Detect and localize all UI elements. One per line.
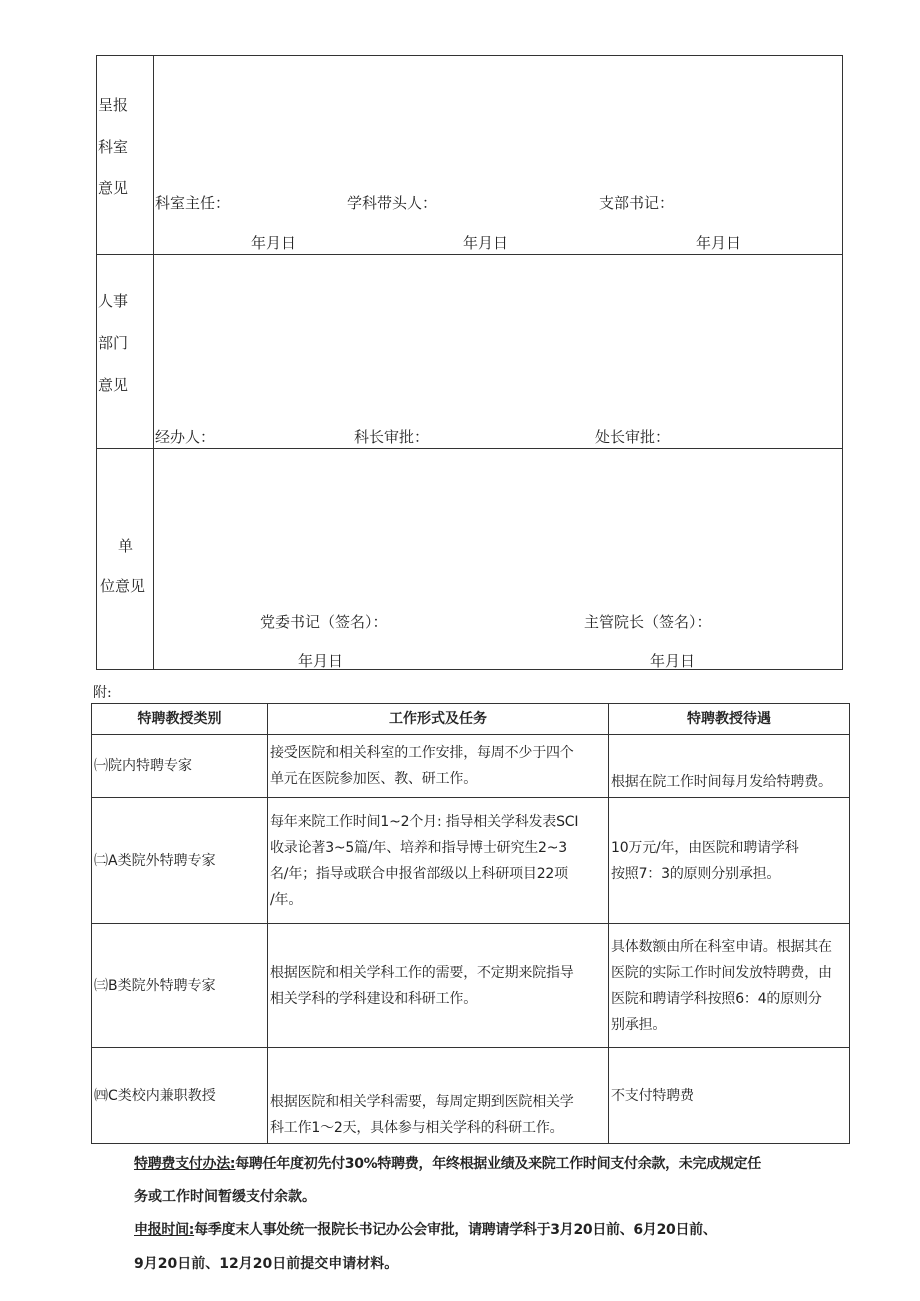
deadline-note-label: 申报时间: (134, 1222, 195, 1238)
party-secretary-signature-label: 党委书记（签名）： (260, 613, 388, 631)
cell-line: 别承担。 (611, 1016, 667, 1033)
category-cell: ㈠院内特聘专家 (92, 735, 268, 798)
discipline-leader-signature-label: 学科带头人： (347, 194, 438, 212)
category-cell: ㈢B类院外特聘专家 (92, 924, 268, 1048)
date-field: 年月日 (463, 234, 509, 252)
payment-note-text: 每聘任年度初先付30%特聘费，年终根据业绩及来院工作时间支付余款，未完成规定任 (235, 1156, 762, 1172)
section-chief-approval-label: 科长审批： (354, 428, 430, 446)
deadline-note (134, 1219, 717, 1239)
unit-opinion-label-line: 位意见 (100, 577, 146, 595)
column-header: 特聘教授类别 (92, 704, 268, 735)
cell-line: /年。 (270, 891, 303, 908)
tasks-cell (268, 735, 609, 798)
cell-line: 单元在医院参加医、教、研工作。 (270, 771, 477, 787)
appendix-title: 附: (93, 685, 112, 701)
appendix-table (91, 703, 850, 1144)
deadline-note-continued: 9月20日前、12月20日前提交申请材料。 (134, 1256, 399, 1272)
payment-note (134, 1153, 761, 1173)
hr-opinion-label-line: 人事 (98, 292, 129, 310)
dept-opinion-label-line: 呈报 (98, 96, 129, 114)
table-row (92, 798, 850, 924)
form-column-divider (153, 55, 154, 670)
dept-opinion-label-line: 意见 (98, 179, 129, 197)
cell-line: 按照7：3的原则分别承担。 (611, 865, 781, 882)
table-header-row (92, 704, 850, 735)
branch-secretary-signature-label: 支部书记： (599, 194, 675, 212)
payment-note-continued: 务或工作时间暂缓支付余款。 (134, 1189, 316, 1205)
cell-line: 根据医院和相关学科需要，每周定期到医院相关学 (270, 1094, 574, 1110)
tasks-cell (268, 924, 609, 1048)
date-field: 年月日 (298, 652, 344, 670)
cell-line: 接受医院和相关科室的工作安排，每周不少于四个 (270, 745, 574, 761)
cell-line: 根据医院和相关学科工作的需要，不定期来院指导 (270, 964, 574, 981)
benefits-cell (609, 924, 850, 1048)
dept-director-signature-label: 科室主任： (155, 194, 231, 212)
deadline-note-text: 每季度末人事处统一报院长书记办公会审批，请聘请学科于3月20日前、6月20日前、 (194, 1222, 717, 1238)
approval-form (96, 55, 843, 670)
table-row (92, 1048, 850, 1144)
cell-line: 科工作1～2天，具体参与相关学科的科研工作。 (270, 1120, 564, 1136)
dept-opinion-label-line: 科室 (98, 138, 129, 156)
table-row (92, 924, 850, 1048)
unit-opinion-label-line: 单 (118, 537, 134, 555)
date-field: 年月日 (696, 234, 742, 252)
handler-signature-label: 经办人： (155, 428, 216, 446)
hr-opinion-label-line: 意见 (98, 376, 129, 394)
column-header: 特聘教授待遇 (609, 704, 850, 735)
payment-note-label: 特聘费支付办法: (134, 1156, 236, 1172)
category-cell: ㈡A类院外特聘专家 (92, 798, 268, 924)
benefits-cell (609, 1048, 850, 1144)
cell-line: 具体数额由所在科室申请。根据其在 (611, 938, 832, 955)
cell-line: 名/年；指导或联合申报省部级以上科研项目22项 (270, 865, 568, 882)
benefits-cell (609, 798, 850, 924)
category-cell: ㈣C类校内兼职教授 (92, 1048, 268, 1144)
tasks-cell (268, 798, 609, 924)
cell-line: 医院的实际工作时间发放特聘费，由 (611, 964, 832, 981)
date-field: 年月日 (650, 652, 696, 670)
benefits-cell (609, 735, 850, 798)
table-row (92, 735, 850, 798)
vice-president-signature-label: 主管院长（签名）： (584, 613, 712, 631)
cell-line: 10万元/年，由医院和聘请学科 (611, 839, 799, 856)
cell-line: 相关学科的学科建设和科研工作。 (270, 990, 477, 1007)
form-row-divider (96, 254, 843, 255)
hr-opinion-label-line: 部门 (98, 334, 129, 352)
cell-line: 每年来院工作时间1~2个月: 指导相关学科发表SCI (270, 813, 579, 830)
division-chief-approval-label: 处长审批： (595, 428, 671, 446)
date-field: 年月日 (251, 234, 297, 252)
cell-line: 不支付特聘费 (611, 1087, 694, 1104)
cell-line: 收录论著3~5篇/年、培养和指导博士研究生2~3 (270, 839, 568, 856)
cell-line: 根据在院工作时间每月发给特聘费。 (611, 774, 832, 790)
cell-line: 医院和聘请学科按照6：4的原则分 (611, 990, 822, 1007)
tasks-cell (268, 1048, 609, 1144)
form-row-divider (96, 448, 843, 449)
column-header: 工作形式及任务 (268, 704, 609, 735)
